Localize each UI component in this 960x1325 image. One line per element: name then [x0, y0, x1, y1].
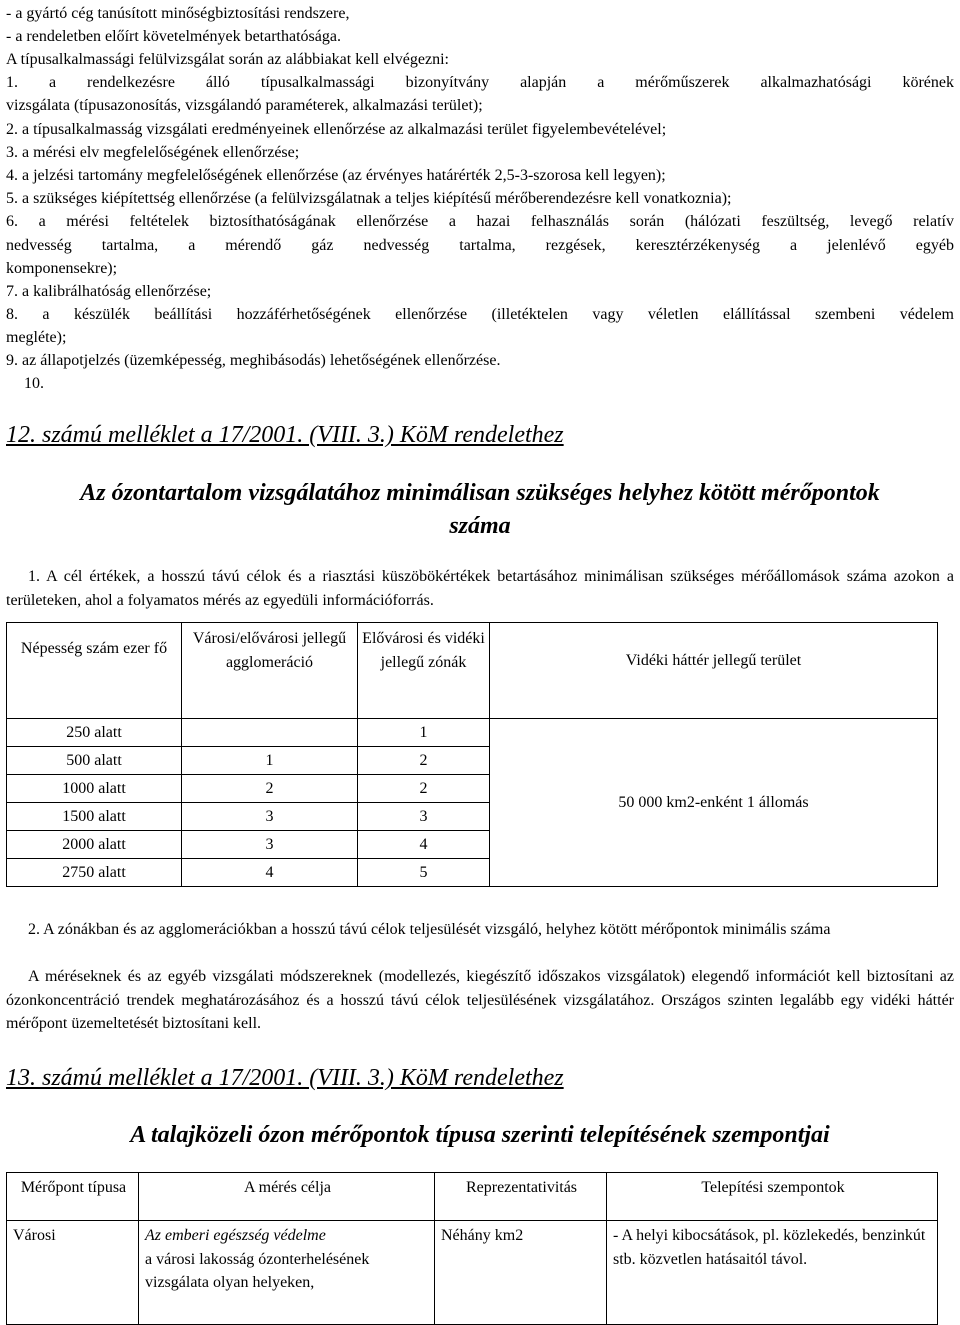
- cell-urban: 3: [182, 831, 358, 859]
- checklist-item-1-cont: vizsgálata (típusazonosítás, vizsgálandó paraméterek, alkalmazási terület);: [6, 97, 483, 114]
- intro-line: - a gyártó cég tanúsított minőségbiztosítási rendszere,: [6, 5, 350, 22]
- cell-urban: 1: [182, 747, 358, 775]
- checklist-item-7: 7. a kalibrálhatóság ellenőrzése;: [6, 283, 212, 300]
- station-count-table: [6, 622, 938, 887]
- paragraph-2: 2. A zónákban és az agglomerációkban a hosszú távú célok teljesülését vizsgáló, helyhez kötött mérőpontok minimális száma: [28, 921, 831, 938]
- cell-purpose: [139, 1221, 435, 1325]
- checklist-item-4: 4. a jelzési tartomány megfelelőségének ellenőrzése (az érvényes határérték 2,5-3-szorosa kell legyen);: [6, 167, 666, 184]
- checklist-item-6: 6. a mérési feltételek biztosíthatóságának ellenőrzése a hazai felhasználás során (hálózati feszültség, levegő relatív: [6, 213, 954, 230]
- checklist-item-1: 1. a rendelkezésre álló típusalkalmassági bizonyítvány alapján a mérőműszerek alkalmazhatósági körének: [6, 74, 954, 91]
- cell-population: 250 alatt: [7, 719, 182, 747]
- cell-suburban: 5: [358, 859, 490, 887]
- purpose-title: Az emberi egészség védelme: [145, 1227, 326, 1244]
- cell-population: 1500 alatt: [7, 803, 182, 831]
- annex-13-title: A talajközeli ózon mérőpontok típusa szerinti telepítésének szempontjai: [130, 1122, 830, 1148]
- cell-suburban: 2: [358, 775, 490, 803]
- annex-13-heading: 13. számú melléklet a 17/2001. (VIII. 3.) KöM rendelethez: [6, 1065, 564, 1091]
- cell-urban: [182, 719, 358, 747]
- cell-site-type: Városi: [7, 1221, 139, 1325]
- cell-urban: 2: [182, 775, 358, 803]
- header-representativeness: Reprezentativitás: [435, 1173, 607, 1221]
- cell-urban: 3: [182, 803, 358, 831]
- paragraph-3: A méréseknek és az egyéb vizsgálati módszereknek (modellezés, kiegészítő időszakos vizsgálatok) elegendő információt kell biztosítani az ózonkoncentráció trendek meghatározásához és a hosszú távú célok teljesülésének vizsgálatához. Országos szinten legalább egy vidéki háttér mérőpont üzemeltetését biztosítani kell.: [6, 968, 954, 1032]
- cell-population: 2750 alatt: [7, 859, 182, 887]
- cell-suburban: 1: [358, 719, 490, 747]
- cell-criteria: - A helyi kibocsátások, pl. közlekedés, benzinkút stb. közvetlen hatásaitól távol.: [607, 1221, 938, 1325]
- cell-population: 500 alatt: [7, 747, 182, 775]
- header-rural: Vidéki háttér jellegű terület: [490, 623, 938, 719]
- checklist-item-5: 5. a szükséges kiépítettség ellenőrzése (a felülvizsgálatnak a teljes kiépítésű mérőberendezésre kell vonatkoznia);: [6, 190, 732, 207]
- cell-suburban: 4: [358, 831, 490, 859]
- cell-urban: 4: [182, 859, 358, 887]
- cell-population: 1000 alatt: [7, 775, 182, 803]
- checklist-item-3: 3. a mérési elv megfelelőségének ellenőrzése;: [6, 144, 300, 161]
- annex-12-title: Az ózontartalom vizsgálatához minimálisan szükséges helyhez kötött mérőpontok: [80, 480, 880, 506]
- header-purpose: A mérés célja: [139, 1173, 435, 1221]
- cell-suburban: 3: [358, 803, 490, 831]
- checklist-item-6-cont: nedvesség tartalma, a mérendő gáz nedvesség tartalma, rezgések, keresztérzékenység a jelenlévő egyéb: [6, 237, 954, 254]
- annex-12-title-cont: száma: [449, 513, 511, 539]
- checklist-item-8-cont: megléte);: [6, 329, 67, 346]
- checklist-item-6-cont: komponensekre);: [6, 260, 118, 277]
- header-criteria: Telepítési szempontok: [607, 1173, 938, 1221]
- cell-representativeness: Néhány km2: [435, 1221, 607, 1325]
- intro-line: - a rendeletben előírt követelmények betarthatósága.: [6, 28, 341, 45]
- checklist-item-9: 9. az állapotjelzés (üzemképesség, meghibásodás) lehetőségének ellenőrzése.: [6, 352, 501, 369]
- annex-12-heading: 12. számú melléklet a 17/2001. (VIII. 3.) KöM rendelethez: [6, 422, 564, 448]
- header-suburban: Elővárosi és vidéki jellegű zónák: [358, 623, 490, 719]
- purpose-text: a városi lakosság ózonterhelésének vizsgálata olyan helyeken,: [145, 1250, 370, 1291]
- header-population: Népesség szám ezer fő: [7, 623, 182, 719]
- intro-line: A típusalkalmassági felülvizsgálat során az alábbiakat kell elvégezni:: [6, 51, 449, 68]
- header-site-type: Mérőpont típusa: [7, 1173, 139, 1221]
- paragraph-1: 1. A cél értékek, a hosszú távú célok és a riasztási küszöbökértékek betartásához minimálisan szükséges mérőállomások száma azokon a területeken, ahol a folyamatos mérés az egyedüli információforrás.: [6, 568, 954, 609]
- ozone-site-table: [6, 1172, 938, 1325]
- checklist-item-2: 2. a típusalkalmasság vizsgálati eredményeinek ellenőrzése az alkalmazási terület figyelembevételével;: [6, 121, 667, 138]
- checklist-item-8: 8. a készülék beállítási hozzáférhetőségének ellenőrzése (illetéktelen vagy véletlen elállítással szembeni védelem: [6, 306, 954, 323]
- cell-rural: 50 000 km2-enként 1 állomás: [490, 719, 938, 887]
- cell-population: 2000 alatt: [7, 831, 182, 859]
- cell-suburban: 2: [358, 747, 490, 775]
- header-urban: Városi/elővárosi jellegű agglomeráció: [182, 623, 358, 719]
- checklist-item-10: 10.: [24, 375, 44, 392]
